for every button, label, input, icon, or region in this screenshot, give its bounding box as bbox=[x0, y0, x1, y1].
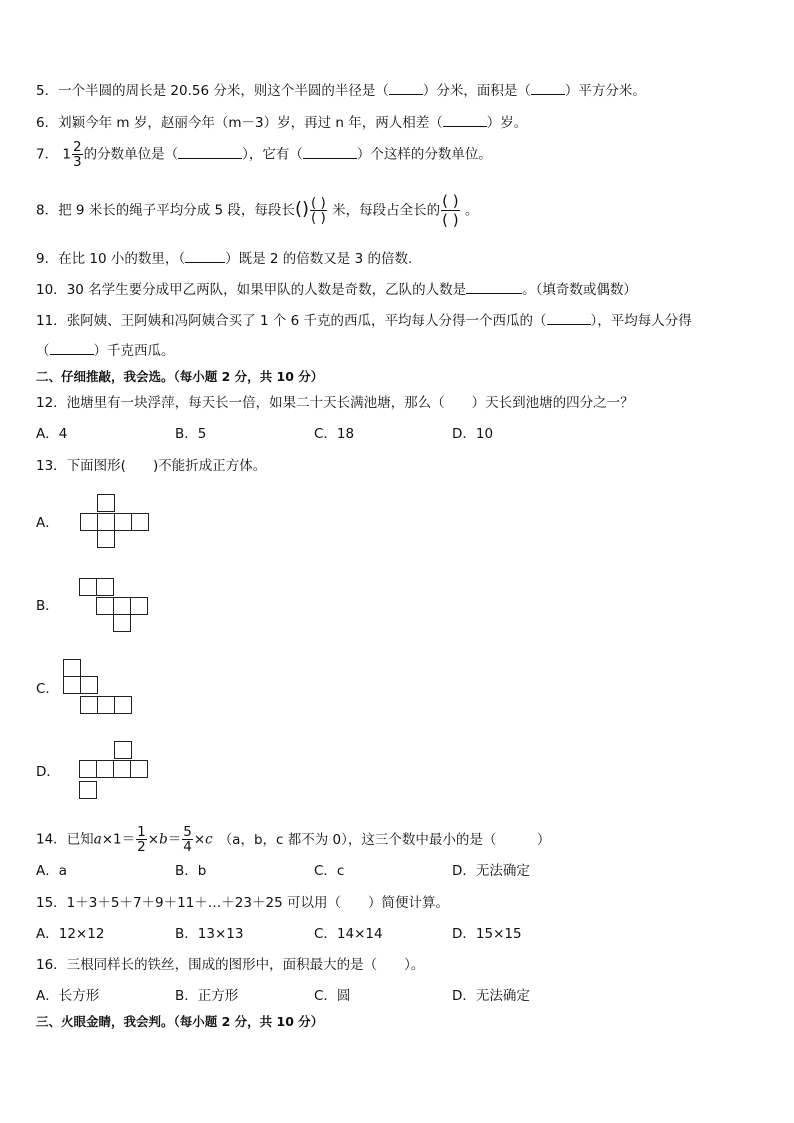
question-11-continued bbox=[36, 342, 175, 360]
option-b[interactable]: B．5 bbox=[175, 426, 207, 442]
question-number: 9． bbox=[36, 251, 59, 267]
option-c[interactable]: C．c bbox=[314, 863, 345, 879]
fraction-blank[interactable] bbox=[441, 192, 459, 229]
fraction-numerator: ( ) bbox=[442, 192, 459, 210]
question-number: 10． bbox=[36, 282, 67, 298]
answer-blank[interactable] bbox=[531, 94, 565, 95]
question-text: 米，每段占全长的 bbox=[332, 202, 441, 219]
option-d-label[interactable]: D． bbox=[36, 764, 60, 780]
fraction-numerator: 2 bbox=[72, 139, 82, 155]
section-heading: 三、火眼金睛，我会判。（每小题 2 分，共 10 分） bbox=[36, 1014, 324, 1029]
question-6 bbox=[36, 114, 527, 132]
answer-blank[interactable] bbox=[389, 94, 423, 95]
question-text: ）平方分米。 bbox=[564, 83, 646, 99]
option-c-label[interactable]: C． bbox=[36, 681, 59, 697]
answer-blank[interactable] bbox=[466, 293, 522, 294]
option-b-label[interactable]: B． bbox=[36, 598, 59, 614]
fraction-denominator: 4 bbox=[183, 839, 192, 855]
question-text: ）分米，面积是（ bbox=[422, 83, 531, 99]
question-text: （a，b，c 都不为 0），这三个数中最小的是（ ） bbox=[218, 831, 551, 848]
option-d[interactable]: D．10 bbox=[452, 426, 494, 442]
question-8 bbox=[36, 192, 478, 229]
option-b[interactable]: B．13×13 bbox=[175, 926, 244, 942]
question-10 bbox=[36, 281, 637, 299]
option-c[interactable]: C．圆 bbox=[314, 988, 351, 1004]
option-c[interactable]: C．18 bbox=[314, 426, 355, 442]
question-text: （ bbox=[36, 343, 50, 359]
question-text: ）既是 2 的倍数又是 3 的倍数. bbox=[225, 251, 413, 267]
fraction bbox=[72, 140, 83, 169]
question-9 bbox=[36, 250, 412, 268]
question-text: ），它有（ bbox=[242, 146, 303, 163]
variable-c: c bbox=[205, 831, 213, 848]
option-b[interactable]: B．正方形 bbox=[175, 988, 239, 1004]
math-operator: × bbox=[147, 831, 160, 848]
question-text: 30 名学生要分成甲乙两队，如果甲队的人数是奇数，乙队的人数是 bbox=[66, 282, 467, 298]
variable-a: a bbox=[93, 831, 102, 848]
cube-net-a[interactable] bbox=[80, 494, 152, 554]
option-a-label[interactable]: A． bbox=[36, 515, 59, 531]
question-text: 把 9 米长的绳子平均分成 5 段，每段长 bbox=[58, 202, 295, 219]
question-number: 7． bbox=[36, 146, 59, 163]
fraction-denominator: ( ) bbox=[442, 211, 459, 229]
option-a[interactable]: A．a bbox=[36, 863, 68, 879]
question-text: 刘颖今年 m 岁，赵丽今年（m－3）岁，再过 n 年，两人相差（ bbox=[58, 115, 443, 131]
question-7 bbox=[36, 140, 492, 169]
question-text: 的分数单位是（ bbox=[83, 146, 179, 163]
fraction bbox=[182, 825, 193, 854]
fraction-denominator: 2 bbox=[137, 839, 146, 855]
question-text: 。（填奇数或偶数） bbox=[522, 282, 637, 298]
math-operator: × bbox=[193, 831, 206, 848]
question-text: ）个这样的分数单位。 bbox=[356, 146, 492, 163]
question-text: ），平均每人分得 bbox=[590, 313, 692, 329]
option-d[interactable]: D．15×15 bbox=[452, 926, 522, 942]
question-text: ）千克西瓜。 bbox=[93, 343, 175, 359]
question-text: 。 bbox=[464, 202, 479, 219]
option-a[interactable]: A．长方形 bbox=[36, 988, 100, 1004]
fraction-numerator: ( ) bbox=[311, 195, 326, 211]
paren-close: ) bbox=[301, 198, 309, 220]
question-text: 已知 bbox=[66, 831, 94, 848]
question-13: 13．下面图形( )不能折成正方体。 bbox=[36, 458, 267, 474]
cube-net-b[interactable] bbox=[79, 578, 151, 638]
variable-b: b bbox=[159, 831, 168, 848]
question-14 bbox=[36, 825, 550, 854]
question-15: 15．1＋3＋5＋7＋9＋11＋…＋23＋25 可以用（ ）简便计算。 bbox=[36, 895, 449, 911]
fraction-denominator: ( ) bbox=[311, 210, 326, 226]
question-12: 12．池塘里有一块浮萍，每天长一倍，如果二十天长满池塘，那么（ ）天长到池塘的四分之一？ bbox=[36, 395, 634, 411]
math-operator: ＝ bbox=[167, 831, 182, 848]
question-16: 16．三根同样长的铁丝，围成的图形中，面积最大的是（ ）。 bbox=[36, 957, 425, 973]
option-a[interactable]: A．4 bbox=[36, 426, 68, 442]
question-number: 11． bbox=[36, 313, 67, 329]
question-number: 5． bbox=[36, 83, 59, 99]
answer-blank[interactable] bbox=[178, 158, 242, 159]
question-number: 8． bbox=[36, 202, 59, 219]
option-c[interactable]: C．14×14 bbox=[314, 926, 383, 942]
paren-open: ( bbox=[294, 198, 302, 220]
answer-blank[interactable] bbox=[185, 262, 225, 263]
question-text: ）岁。 bbox=[486, 115, 528, 131]
question-number: 14． bbox=[36, 831, 67, 848]
question-number: 6． bbox=[36, 115, 59, 131]
answer-blank[interactable] bbox=[303, 158, 357, 159]
question-5 bbox=[36, 82, 646, 100]
cube-net-d[interactable] bbox=[77, 741, 153, 803]
question-text: 张阿姨、王阿姨和冯阿姨合买了 1 个 6 千克的西瓜，平均每人分得一个西瓜的（ bbox=[66, 313, 547, 329]
fraction-numerator: 1 bbox=[137, 824, 146, 840]
answer-blank[interactable] bbox=[443, 126, 487, 127]
question-text: 一个半圆的周长是 20.56 分米，则这个半圆的半径是（ bbox=[58, 83, 389, 99]
question-text: 在比 10 小的数里，（ bbox=[58, 251, 186, 267]
fraction-denominator: 3 bbox=[72, 154, 82, 170]
option-d[interactable]: D．无法确定 bbox=[452, 863, 530, 879]
math-operator: ×1＝ bbox=[101, 831, 136, 848]
option-a[interactable]: A．12×12 bbox=[36, 926, 105, 942]
fraction-blank[interactable] bbox=[310, 196, 327, 225]
cube-net-c[interactable] bbox=[63, 659, 139, 719]
option-d[interactable]: D．无法确定 bbox=[452, 988, 530, 1004]
question-11 bbox=[36, 312, 692, 330]
answer-blank[interactable] bbox=[50, 354, 94, 355]
answer-blank[interactable] bbox=[547, 324, 591, 325]
mixed-number-whole: 1 bbox=[62, 146, 71, 163]
section-heading: 二、仔细推敲，我会选。（每小题 2 分，共 10 分） bbox=[36, 369, 324, 384]
fraction bbox=[136, 825, 147, 854]
fraction-numerator: 5 bbox=[183, 824, 192, 840]
option-b[interactable]: B．b bbox=[175, 863, 207, 879]
